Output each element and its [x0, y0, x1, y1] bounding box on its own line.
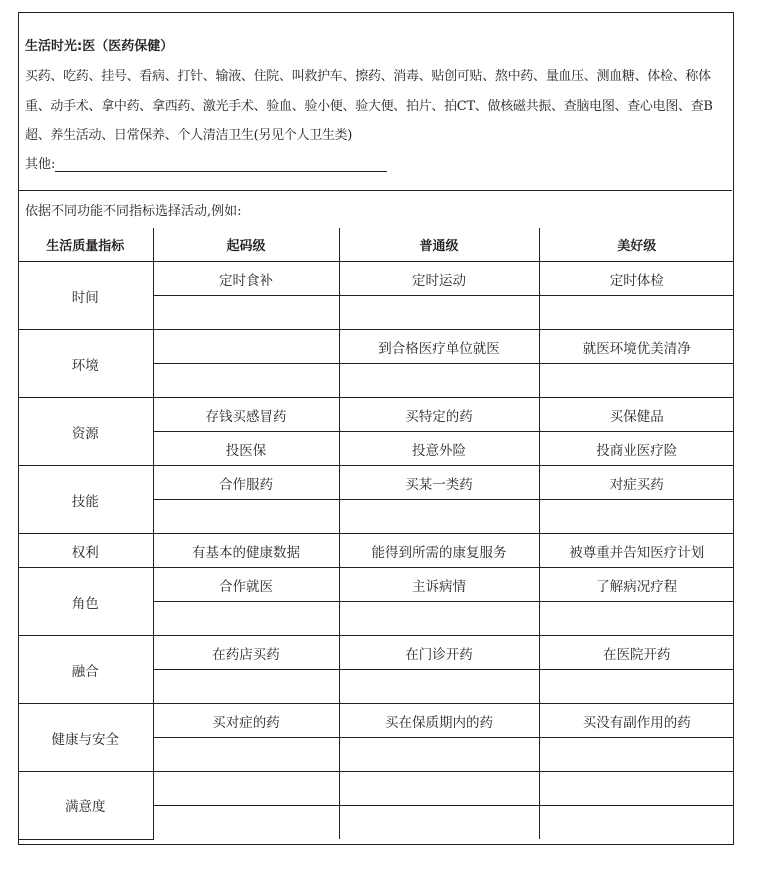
- indicator-label: 融合: [18, 636, 153, 704]
- table-cell: 买特定的药: [339, 398, 539, 432]
- table-cell: [153, 500, 339, 534]
- example-text: 依据不同功能不同指标选择活动,例如:: [25, 204, 242, 219]
- column-header: 普通级: [339, 228, 539, 262]
- table-cell: [539, 296, 734, 330]
- table-row: [18, 704, 734, 738]
- table-cell: 到合格医疗单位就医: [339, 330, 539, 364]
- table-cell: 买保健品: [539, 398, 734, 432]
- indicator-label: 时间: [18, 262, 153, 330]
- table-cell: [153, 670, 339, 704]
- table-cell: [539, 738, 734, 772]
- table-row: [18, 330, 734, 364]
- table-cell: [339, 806, 539, 840]
- table-cell: 买某一类药: [339, 466, 539, 500]
- column-header: 生活质量指标: [18, 228, 153, 262]
- table-cell: 定时体检: [539, 262, 734, 296]
- document-frame: [18, 12, 734, 845]
- column-header: 美好级: [539, 228, 734, 262]
- table-cell: [339, 296, 539, 330]
- divider: [19, 190, 732, 191]
- table-cell: [339, 738, 539, 772]
- column-header: 起码级: [153, 228, 339, 262]
- table-cell: 在药店买药: [153, 636, 339, 670]
- indicator-label: 技能: [18, 466, 153, 534]
- table-cell: 买在保质期内的药: [339, 704, 539, 738]
- table-cell: [153, 364, 339, 398]
- table-cell: [153, 806, 339, 840]
- table-cell: [539, 500, 734, 534]
- table-cell: 投商业医疗险: [539, 432, 734, 466]
- indicator-label: 健康与安全: [18, 704, 153, 772]
- table-row: [18, 772, 734, 806]
- table-cell: 定时运动: [339, 262, 539, 296]
- table-cell: [153, 602, 339, 636]
- table-cell: 买对症的药: [153, 704, 339, 738]
- intro-section: [19, 13, 732, 190]
- other-blank-line: [55, 157, 387, 172]
- table-cell: [539, 364, 734, 398]
- table-cell: 就医环境优美清净: [539, 330, 734, 364]
- indicator-label: 满意度: [18, 772, 153, 840]
- table-cell: [539, 806, 734, 840]
- table-cell: [153, 772, 339, 806]
- activity-list: 买药、吃药、挂号、看病、打针、输液、住院、叫救护车、擦药、消毒、贴创可贴、熬中药、量血压、测血糖、体检、称体重、动手术、拿中药、拿西药、激光手术、验血、验小便、验大便、拍片、拍CT、做核磁共振、查脑电图、查心电图、查B超、养生活动、日常保养、个人清洁卫生(另见个人卫生类): [25, 69, 713, 143]
- table-cell: 买没有副作用的药: [539, 704, 734, 738]
- table-body: [18, 228, 734, 839]
- indicator-label: 角色: [18, 568, 153, 636]
- table-cell: [153, 738, 339, 772]
- table-row: [18, 398, 734, 432]
- table-cell: 在医院开药: [539, 636, 734, 670]
- table-cell: 定时食补: [153, 262, 339, 296]
- table-header-row: [18, 228, 734, 262]
- table-row: [18, 568, 734, 602]
- table-cell: [339, 602, 539, 636]
- indicator-label: 资源: [18, 398, 153, 466]
- table-row: [18, 262, 734, 296]
- table-cell: 主诉病情: [339, 568, 539, 602]
- quality-index-table: [18, 228, 734, 840]
- table-cell: [153, 330, 339, 364]
- table-cell: 在门诊开药: [339, 636, 539, 670]
- table-cell: 投意外险: [339, 432, 539, 466]
- table-cell: [153, 296, 339, 330]
- table-cell: 有基本的健康数据: [153, 534, 339, 568]
- table-cell: 投医保: [153, 432, 339, 466]
- table-cell: 合作服药: [153, 466, 339, 500]
- indicator-label: 权利: [18, 534, 153, 568]
- table-cell: 能得到所需的康复服务: [339, 534, 539, 568]
- table-cell: [339, 772, 539, 806]
- table-cell: [539, 670, 734, 704]
- table-row: [18, 466, 734, 500]
- table-cell: [339, 364, 539, 398]
- table-cell: 合作就医: [153, 568, 339, 602]
- section-title: 生活时光:医（医药保健）: [25, 39, 174, 54]
- table-cell: [539, 772, 734, 806]
- table-cell: [339, 670, 539, 704]
- indicator-label: 环境: [18, 330, 153, 398]
- other-label: 其他:: [25, 157, 56, 172]
- table-cell: [339, 500, 539, 534]
- table-cell: 对症买药: [539, 466, 734, 500]
- table-cell: 了解病况疗程: [539, 568, 734, 602]
- table-row: [18, 534, 734, 568]
- table-cell: [539, 602, 734, 636]
- table-cell: 存钱买感冒药: [153, 398, 339, 432]
- table-cell: 被尊重并告知医疗计划: [539, 534, 734, 568]
- other-line: [25, 153, 387, 172]
- table-row: [18, 636, 734, 670]
